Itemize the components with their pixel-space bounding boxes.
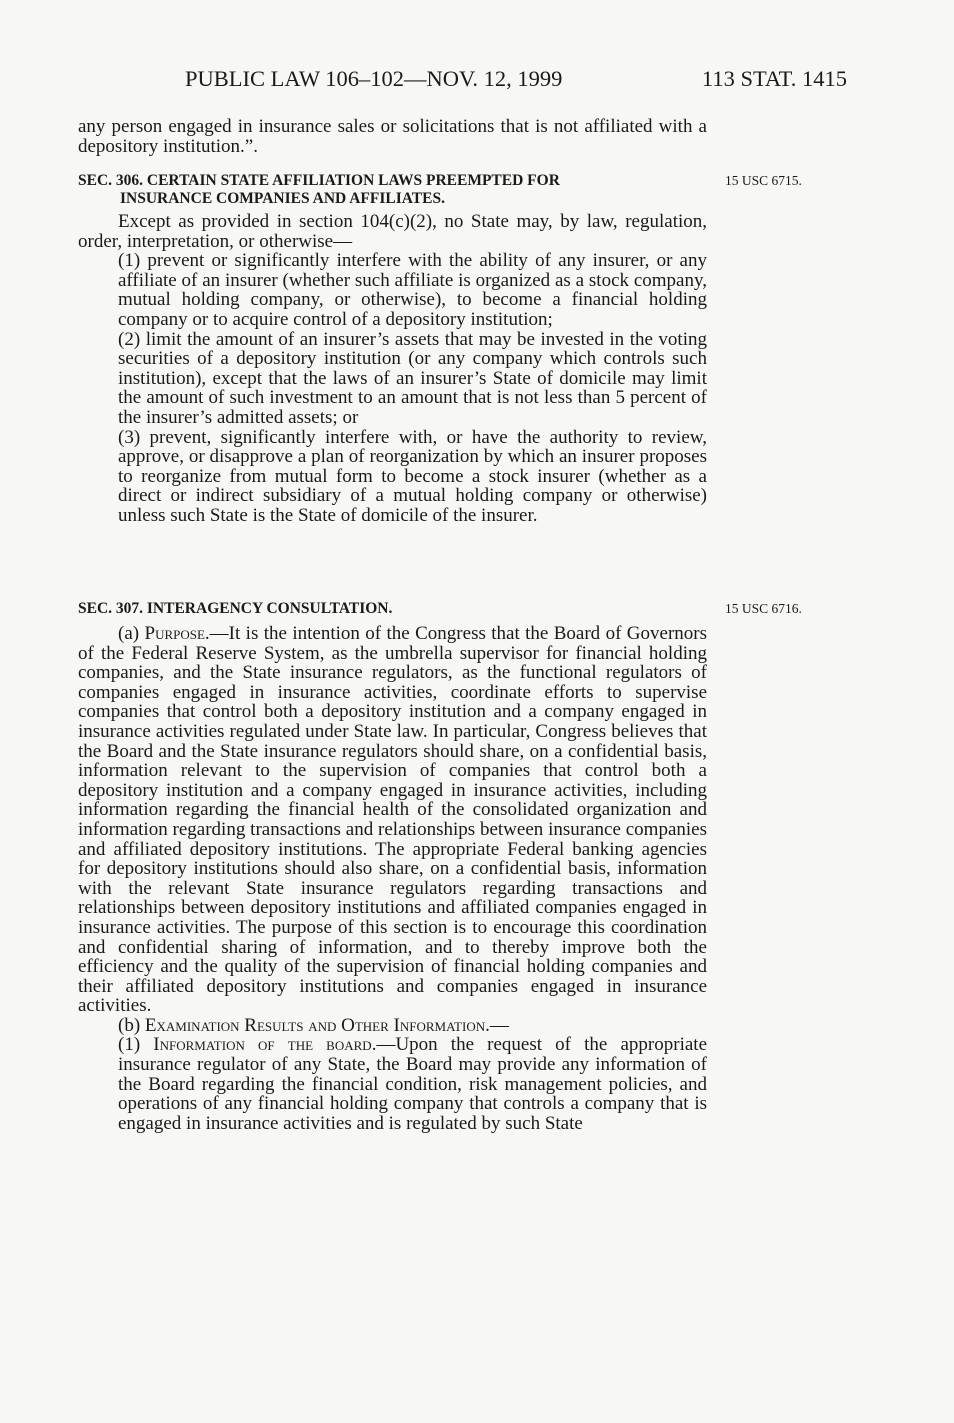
- subsection-a-text: .—It is the intention of the Congress that the Board of Governors of the Federal Reserve System, as the umbrella supervisor for financial holding companies, and the State insurance regulators, as the functional regulators of companies engaged in insurance activities, coordinate efforts to supervise companies that control both a depository institution and a company engaged in insurance activities regulated under State law. In particular, Congress believes that the Board and the State insurance regulators should share, on a confidential basis, information relevant to the supervision of companies that control both a depository institution and a company engaged in insurance activities, including information regarding the financial health of the consolidated organization and information regarding transactions and relationships between insurance companies and affiliated depository institutions. The appropriate Federal banking agencies for depository institutions should also share, on a confidential basis, information with the relevant State insurance regulators regarding transactions and relationships between depository institutions and affiliated companies engaged in insurance activities. The purpose of this section is to encourage this coordination and confidential sharing of information, and to thereby improve both the efficiency and the quality of the supervision of financial holding companies and their affiliated depository institutions and companies engaged in insurance activities.: [78, 623, 708, 1017]
- section-306-item-3: (3) prevent, significantly interfere with, or have the authority to review, approve, or disapprove a plan of reorganization by which an insurer proposes to reorganize from mutual form to become a stock insurer (whether as a direct or indirect subsidiary of a mutual holding company or otherwise) unless such State is the State of domicile of the insurer.: [118, 426, 707, 526]
- paragraph-b1-text: .—Upon the request of the appropriate insurance regulator of any State, the Board may provide any information of the Board regarding the financial condition, risk management policies, and operations of any financial holding company that controls a company that is engaged in insurance activities and is regulated by such State: [118, 1034, 707, 1134]
- subsection-b-heading: [78, 1016, 707, 1036]
- continued-paragraph: any person engaged in insurance sales or solicitations that is not affiliated with a depository institution.”.: [78, 116, 707, 157]
- paragraph-b1: [118, 1035, 707, 1133]
- section-306-item-1: (1) prevent or significantly interfere with the ability of any insurer, or any affiliate of an insurer (whether such affiliate is organized as a stock company, mutual holding company, or otherwise), to become a financial holding company or to acquire control of a depository institution;: [118, 250, 707, 330]
- continued-text-block: [78, 117, 707, 156]
- header-law-citation: PUBLIC LAW 106–102—NOV. 12, 1999: [185, 66, 563, 91]
- subsection-b-caption: Examination Results and Other Information: [144, 1014, 486, 1036]
- subsection-a-label: (a): [118, 623, 145, 644]
- subsection-a: [78, 624, 707, 1016]
- section-307-heading: SEC. 307. INTERAGENCY CONSULTATION.: [78, 600, 393, 617]
- subsection-a-caption: Purpose: [144, 623, 205, 644]
- section-306-heading: [78, 172, 707, 208]
- section-306-heading-line1: SEC. 306. CERTAIN STATE AFFILIATION LAWS PREEMPTED FOR: [78, 172, 560, 189]
- running-header: [185, 66, 847, 96]
- subsection-b-dash: .—: [485, 1014, 509, 1036]
- section-306-item-2: (2) limit the amount of an insurer’s assets that may be invested in the voting securities of a depository institution (or any company which controls such institution), except that the laws of an insurer’s State of domicile may limit the amount of such investment to an amount that is not less than 5 percent of the insurer’s admitted assets; or: [118, 328, 707, 428]
- header-stat-page: 113 STAT. 1415: [701, 66, 847, 91]
- margin-note-306: 15 USC 6715.: [725, 173, 802, 188]
- paragraph-b1-caption: Information of the board: [153, 1034, 372, 1056]
- paragraph-b1-label: (1): [118, 1034, 154, 1056]
- margin-note-307: 15 USC 6716.: [725, 601, 802, 616]
- subsection-b-label: (b): [118, 1014, 145, 1036]
- section-306-heading-line2: INSURANCE COMPANIES AND AFFILIATES.: [120, 190, 445, 207]
- section-306: [78, 172, 707, 526]
- section-307: [78, 600, 707, 1133]
- section-306-intro: Except as provided in section 104(c)(2), no State may, by law, regulation, order, interpretation, or otherwise—: [78, 211, 707, 252]
